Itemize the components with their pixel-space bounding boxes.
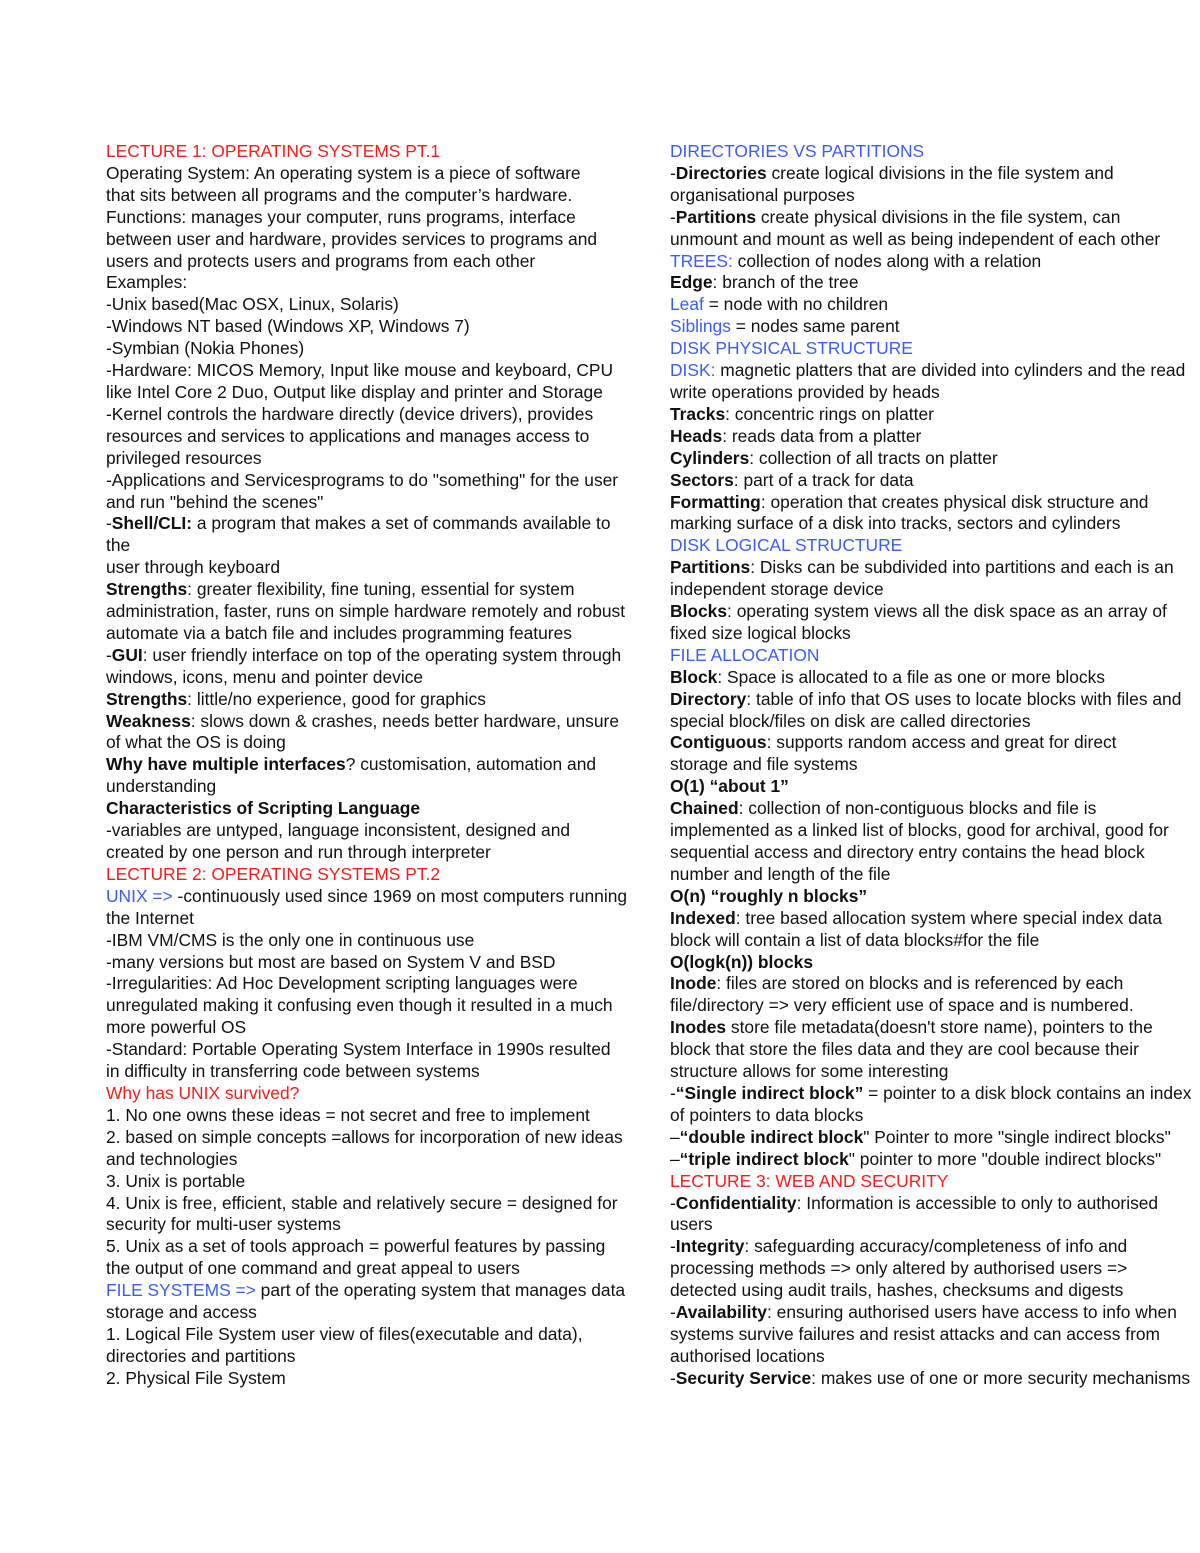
- text-run: Operating System: An operating system is a piece of software: [106, 162, 581, 183]
- text-line: [106, 1149, 640, 1171]
- text-line: [106, 732, 640, 754]
- text-run: between user and hardware, provides services to programs and: [106, 228, 598, 249]
- text-line: [106, 470, 640, 492]
- bold-term: Shell/CLI:: [111, 513, 192, 534]
- text-line: [670, 1171, 1200, 1193]
- text-line: [670, 513, 1200, 535]
- text-run: privileged resources: [106, 447, 262, 468]
- text-line: [106, 1061, 640, 1083]
- text-run: : ensuring authorised users have access to info when: [766, 1302, 1177, 1323]
- text-line: [670, 557, 1200, 579]
- text-run: –: [670, 1148, 680, 1169]
- text-run: -: [670, 162, 676, 183]
- bold-term: Tracks: [670, 403, 726, 424]
- bold-term: O(n) “roughly n blocks”: [670, 885, 868, 906]
- text-line: [670, 732, 1200, 754]
- text-line: [106, 1346, 640, 1368]
- topic-heading: DISK:: [670, 360, 716, 381]
- text-run: in difficulty in transferring code between systems: [106, 1061, 480, 1082]
- text-run: 1. Logical File System user view of files(executable and data),: [106, 1323, 583, 1344]
- text-run: user through keyboard: [106, 557, 281, 578]
- bold-term: Security Service: [675, 1367, 812, 1388]
- text-run: -: [670, 206, 676, 227]
- text-line: [106, 535, 640, 557]
- text-line: [670, 1127, 1200, 1149]
- text-line: [106, 557, 640, 579]
- text-line: [106, 952, 640, 974]
- text-line: [670, 1039, 1200, 1061]
- text-run: storage and file systems: [670, 754, 858, 775]
- text-line: [106, 1324, 640, 1346]
- bold-term: Inode: [670, 973, 717, 994]
- text-line: [106, 448, 640, 470]
- text-line: [670, 141, 1200, 163]
- bold-term: Indexed: [670, 907, 736, 928]
- topic-heading: DISK PHYSICAL STRUCTURE: [670, 338, 913, 359]
- text-run: -: [106, 513, 112, 534]
- bold-term: O(1) “about 1”: [670, 776, 789, 797]
- text-line: [106, 864, 640, 886]
- text-run: created by one person and run through interpreter: [106, 842, 491, 862]
- text-line: [106, 798, 640, 820]
- text-run: -Windows NT based (Windows XP, Windows 7): [106, 316, 470, 337]
- text-line: [670, 886, 1200, 908]
- bold-term: “double indirect block: [679, 1126, 864, 1147]
- text-line: [106, 973, 640, 995]
- text-line: [106, 820, 640, 842]
- topic-heading: FILE SYSTEMS =>: [106, 1280, 256, 1301]
- text-line: [106, 930, 640, 952]
- text-line: [106, 513, 640, 535]
- bold-term: Partitions: [670, 557, 751, 578]
- text-run: implemented as a linked list of blocks, good for archival, good for: [670, 820, 1169, 841]
- text-run: -Hardware: MICOS Memory, Input like mouse and keyboard, CPU: [106, 360, 614, 381]
- text-run: the: [106, 535, 131, 556]
- text-run: : user friendly interface on top of the operating system through: [142, 644, 622, 665]
- section-heading: Why has UNIX survived?: [106, 1082, 300, 1103]
- text-line: [670, 1280, 1200, 1302]
- text-run: : Space is allocated to a file as one or more blocks: [717, 666, 1105, 687]
- bold-term: Availability: [675, 1302, 767, 1323]
- text-run: file/directory => very efficient use of space and is numbered.: [670, 995, 1134, 1016]
- text-run: the Internet: [106, 907, 194, 928]
- text-line: [670, 535, 1200, 557]
- text-run: unmount and mount as well as being independent of each other: [670, 228, 1161, 249]
- text-run: the output of one command and great appeal to users: [106, 1258, 520, 1279]
- text-line: [670, 1324, 1200, 1346]
- bold-term: Directory: [670, 688, 747, 709]
- text-line: [106, 141, 640, 163]
- bold-term: Formatting: [670, 491, 761, 512]
- text-run: : table of info that OS uses to locate blocks with files and: [746, 688, 1182, 709]
- text-line: [106, 776, 640, 798]
- text-run: authorised locations: [670, 1345, 825, 1366]
- bold-term: Chained: [670, 798, 739, 819]
- text-run: users and protects users and programs from each other: [106, 250, 536, 271]
- text-line: [670, 842, 1200, 864]
- bold-term: Heads: [670, 425, 723, 446]
- text-run: block will contain a list of data blocks#for the file: [670, 929, 1040, 950]
- text-run: -continuously used since 1969 on most computers running: [172, 885, 628, 906]
- text-run: -many versions but most are based on System V and BSD: [106, 951, 556, 972]
- text-run: unregulated making it confusing even though it resulted in a much: [106, 995, 613, 1016]
- bold-term: Characteristics of Scripting Language: [106, 798, 421, 819]
- text-run: -Standard: Portable Operating System Interface in 1990s resulted: [106, 1039, 611, 1060]
- text-line: [106, 229, 640, 251]
- text-run: special block/files on disk are called directories: [670, 710, 1031, 731]
- text-run: Functions: manages your computer, runs programs, interface: [106, 206, 576, 227]
- text-run: part of the operating system that manages data: [255, 1280, 626, 1301]
- text-line: [106, 579, 640, 601]
- text-run: directories and partitions: [106, 1345, 296, 1366]
- text-line: [670, 1083, 1200, 1105]
- text-run: : collection of non-contiguous blocks and file is: [738, 798, 1097, 819]
- text-run: : Information is accessible to only to authorised: [796, 1192, 1159, 1213]
- bold-term: Cylinders: [670, 447, 750, 468]
- text-run: sequential access and directory entry contains the head block: [670, 842, 1145, 862]
- text-line: [670, 448, 1200, 470]
- text-run: automate via a batch file and includes programming features: [106, 622, 572, 643]
- bold-term: GUI: [111, 644, 143, 665]
- text-run: 3. Unix is portable: [106, 1170, 246, 1191]
- text-line: [106, 1193, 640, 1215]
- bold-term: Integrity: [675, 1236, 745, 1257]
- text-run: -: [670, 1367, 676, 1388]
- text-line: [106, 185, 640, 207]
- text-run: structure allows for some interesting: [670, 1061, 949, 1082]
- text-line: [670, 623, 1200, 645]
- text-run: : operating system views all the disk space as an array of: [727, 601, 1167, 622]
- text-run: : operation that creates physical disk structure and: [760, 491, 1149, 512]
- topic-heading: Leaf: [670, 294, 704, 315]
- bold-term: Partitions: [675, 206, 756, 227]
- text-run: -: [670, 1302, 676, 1323]
- text-line: [106, 1083, 640, 1105]
- text-run: -Unix based(Mac OSX, Linux, Solaris): [106, 294, 399, 315]
- bold-term: Inodes: [670, 1017, 727, 1038]
- text-line: [106, 272, 640, 294]
- bold-term: Directories: [675, 162, 767, 183]
- text-line: [106, 689, 640, 711]
- text-run: 2. based on simple concepts =allows for incorporation of new ideas: [106, 1126, 623, 1147]
- text-line: [106, 316, 640, 338]
- bold-term: Sectors: [670, 469, 734, 490]
- text-run: = pointer to a disk block contains an index: [863, 1082, 1192, 1103]
- text-line: [670, 776, 1200, 798]
- text-line: [670, 1368, 1200, 1390]
- text-run: systems survive failures and resist attacks and can access from: [670, 1323, 1161, 1344]
- bold-term: Strengths: [106, 688, 188, 709]
- text-run: 5. Unix as a set of tools approach = powerful features by passing: [106, 1236, 606, 1257]
- text-line: [106, 1127, 640, 1149]
- text-line: [106, 842, 640, 864]
- text-run: collection of nodes along with a relation: [732, 250, 1042, 271]
- left-column: [106, 141, 640, 1390]
- text-line: [106, 251, 640, 273]
- text-run: –: [670, 1126, 680, 1147]
- text-run: administration, faster, runs on simple hardware remotely and robust: [106, 601, 626, 622]
- text-line: [106, 601, 640, 623]
- text-run: a program that makes a set of commands available to: [192, 513, 611, 534]
- text-line: [670, 689, 1200, 711]
- text-line: [670, 185, 1200, 207]
- text-line: [670, 338, 1200, 360]
- text-line: [670, 667, 1200, 689]
- text-line: [670, 470, 1200, 492]
- text-line: [670, 1346, 1200, 1368]
- text-run: users: [670, 1214, 713, 1235]
- text-line: [670, 163, 1200, 185]
- text-run: store file metadata(doesn't store name), pointers to the: [726, 1017, 1153, 1038]
- text-run: : slows down & crashes, needs better hardware, unsure: [190, 710, 619, 731]
- text-line: [670, 1258, 1200, 1280]
- text-run: -IBM VM/CMS is the only one in continuous use: [106, 929, 475, 950]
- text-run: : tree based allocation system where special index data: [735, 907, 1163, 928]
- text-run: that sits between all programs and the computer’s hardware.: [106, 184, 573, 205]
- text-run: magnetic platters that are divided into cylinders and the read: [715, 360, 1186, 381]
- text-run: and technologies: [106, 1148, 238, 1169]
- text-line: [670, 1214, 1200, 1236]
- text-run: -: [670, 1236, 676, 1257]
- text-line: [670, 1302, 1200, 1324]
- text-run: : Disks can be subdivided into partitions and each is an: [750, 557, 1174, 578]
- bold-term: Confidentiality: [675, 1192, 797, 1213]
- text-run: : little/no experience, good for graphics: [187, 688, 486, 709]
- text-line: [106, 995, 640, 1017]
- text-line: [670, 930, 1200, 952]
- bold-term: “Single indirect block”: [675, 1082, 864, 1103]
- text-line: [106, 886, 640, 908]
- text-run: resources and services to applications and manages access to: [106, 425, 590, 446]
- text-run: " Pointer to more "single indirect blocks": [863, 1126, 1171, 1147]
- text-run: of pointers to data blocks: [670, 1104, 864, 1125]
- text-line: [670, 973, 1200, 995]
- text-line: [106, 1258, 640, 1280]
- text-line: [670, 316, 1200, 338]
- text-run: like Intel Core 2 Duo, Output like display and printer and Storage: [106, 381, 603, 402]
- text-line: [106, 207, 640, 229]
- text-line: [106, 1017, 640, 1039]
- bold-term: Edge: [670, 272, 713, 293]
- text-line: [106, 645, 640, 667]
- text-line: [106, 623, 640, 645]
- bold-term: O(logk(n)) blocks: [670, 951, 813, 972]
- text-run: : greater flexibility, fine tuning, essential for system: [187, 579, 575, 600]
- text-line: [106, 360, 640, 382]
- text-line: [670, 864, 1200, 886]
- text-run: and run "behind the scenes": [106, 491, 324, 512]
- text-line: [106, 754, 640, 776]
- bold-term: Blocks: [670, 601, 728, 622]
- text-run: : supports random access and great for direct: [766, 732, 1117, 753]
- text-run: storage and access: [106, 1302, 257, 1323]
- text-run: fixed size logical blocks: [670, 622, 851, 643]
- bold-term: Weakness: [106, 710, 191, 731]
- text-line: [106, 1236, 640, 1258]
- text-run: -Symbian (Nokia Phones): [106, 338, 305, 359]
- text-run: write operations provided by heads: [670, 381, 940, 402]
- text-line: [106, 1368, 640, 1390]
- text-run: create physical divisions in the file system, can: [756, 206, 1121, 227]
- text-line: [106, 294, 640, 316]
- text-line: [670, 995, 1200, 1017]
- text-line: [106, 1302, 640, 1324]
- text-line: [670, 1149, 1200, 1171]
- text-run: -variables are untyped, language inconsistent, designed and: [106, 820, 571, 841]
- text-run: independent storage device: [670, 579, 884, 600]
- text-line: [670, 404, 1200, 426]
- text-run: : makes use of one or more security mechanisms: [811, 1367, 1191, 1388]
- bold-term: Why have multiple interfaces: [106, 754, 346, 775]
- text-line: [106, 908, 640, 930]
- text-line: [670, 952, 1200, 974]
- text-run: Examples:: [106, 272, 188, 293]
- text-line: [106, 163, 640, 185]
- text-run: = nodes same parent: [730, 316, 900, 337]
- right-column: [670, 141, 1200, 1390]
- text-line: [670, 492, 1200, 514]
- text-line: [670, 645, 1200, 667]
- topic-heading: DIRECTORIES VS PARTITIONS: [670, 141, 925, 161]
- topic-heading: UNIX =>: [106, 885, 173, 906]
- text-run: -Irregularities: Ad Hoc Development scripting languages were: [106, 973, 578, 994]
- text-line: [106, 1280, 640, 1302]
- text-line: [106, 711, 640, 733]
- text-line: [670, 601, 1200, 623]
- text-line: [670, 360, 1200, 382]
- text-run: : collection of all tracts on platter: [749, 447, 998, 468]
- text-run: 2. Physical File System: [106, 1367, 286, 1388]
- text-run: more powerful OS: [106, 1017, 247, 1038]
- text-line: [670, 1017, 1200, 1039]
- section-heading: LECTURE 2: OPERATING SYSTEMS PT.2: [106, 863, 441, 884]
- text-run: create logical divisions in the file system and: [766, 162, 1114, 183]
- text-run: -: [106, 644, 112, 665]
- text-run: : safeguarding accuracy/completeness of info and: [744, 1236, 1128, 1257]
- text-line: [670, 820, 1200, 842]
- text-run: = node with no children: [703, 294, 889, 315]
- text-run: -Applications and Servicesprograms to do "something" for the user: [106, 469, 619, 490]
- text-line: [670, 579, 1200, 601]
- bold-term: Block: [670, 666, 718, 687]
- text-run: processing methods => only altered by authorised users =>: [670, 1258, 1128, 1279]
- text-run: : reads data from a platter: [722, 425, 922, 446]
- text-run: -Kernel controls the hardware directly (device drivers), provides: [106, 403, 594, 424]
- text-run: windows, icons, menu and pointer device: [106, 666, 424, 687]
- text-run: " pointer to more "double indirect blocks": [848, 1148, 1162, 1169]
- topic-heading: Siblings: [670, 316, 731, 337]
- text-line: [106, 1214, 640, 1236]
- text-line: [670, 711, 1200, 733]
- text-line: [106, 1105, 640, 1127]
- text-line: [106, 1039, 640, 1061]
- text-run: organisational purposes: [670, 184, 855, 205]
- topic-heading: TREES:: [670, 250, 733, 271]
- text-run: : part of a track for data: [733, 469, 914, 490]
- text-line: [670, 294, 1200, 316]
- section-heading: LECTURE 1: OPERATING SYSTEMS PT.1: [106, 141, 441, 161]
- text-line: [670, 754, 1200, 776]
- text-run: block that store the files data and they are cool because their: [670, 1039, 1139, 1060]
- text-run: understanding: [106, 776, 217, 797]
- text-line: [670, 426, 1200, 448]
- topic-heading: FILE ALLOCATION: [670, 644, 820, 665]
- text-line: [106, 404, 640, 426]
- text-line: [670, 1236, 1200, 1258]
- text-run: : branch of the tree: [712, 272, 859, 293]
- text-line: [670, 229, 1200, 251]
- text-line: [670, 1105, 1200, 1127]
- text-run: : files are stored on blocks and is referenced by each: [716, 973, 1124, 994]
- bold-term: Strengths: [106, 579, 188, 600]
- text-line: [106, 1171, 640, 1193]
- text-line: [670, 1061, 1200, 1083]
- text-line: [670, 798, 1200, 820]
- section-heading: LECTURE 3: WEB AND SECURITY: [670, 1170, 949, 1191]
- text-line: [670, 207, 1200, 229]
- text-line: [106, 492, 640, 514]
- text-run: : concentric rings on platter: [725, 403, 934, 424]
- text-run: 1. No one owns these ideas = not secret and free to implement: [106, 1104, 590, 1125]
- text-run: marking surface of a disk into tracks, sectors and cylinders: [670, 513, 1121, 534]
- topic-heading: DISK LOGICAL STRUCTURE: [670, 535, 903, 556]
- text-run: detected using audit trails, hashes, checksums and digests: [670, 1280, 1124, 1301]
- text-run: -: [670, 1082, 676, 1103]
- text-run: security for multi-user systems: [106, 1214, 341, 1235]
- text-line: [670, 251, 1200, 273]
- text-run: 4. Unix is free, efficient, stable and relatively secure = designed for: [106, 1192, 618, 1213]
- text-line: [106, 667, 640, 689]
- text-line: [670, 1193, 1200, 1215]
- text-run: ? customisation, automation and: [345, 754, 597, 775]
- text-line: [670, 382, 1200, 404]
- text-line: [106, 338, 640, 360]
- text-run: of what the OS is doing: [106, 732, 286, 753]
- text-line: [670, 272, 1200, 294]
- bold-term: Contiguous: [670, 732, 767, 753]
- bold-term: “triple indirect block: [679, 1148, 849, 1169]
- text-run: number and length of the file: [670, 863, 891, 884]
- text-line: [670, 908, 1200, 930]
- text-line: [106, 426, 640, 448]
- text-line: [106, 382, 640, 404]
- text-run: -: [670, 1192, 676, 1213]
